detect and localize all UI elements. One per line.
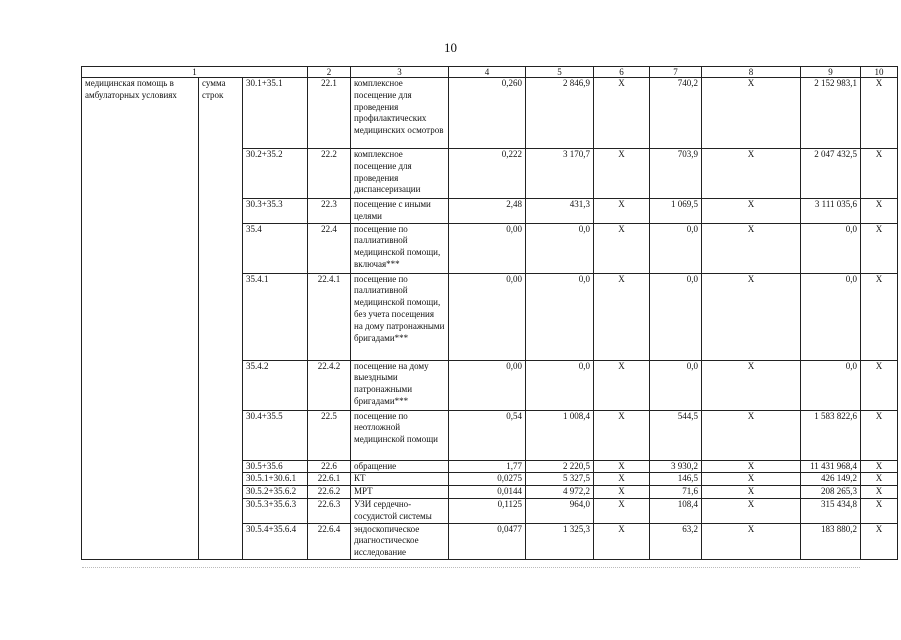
row-col4-cell: 2,48 xyxy=(449,199,526,224)
row-col5-cell: 0,0 xyxy=(526,273,594,360)
row-col5-cell: 0,0 xyxy=(526,360,594,410)
row-col6-cell: Х xyxy=(594,410,650,460)
row-col9-cell: 1 583 822,6 xyxy=(801,410,861,460)
row-codes-cell: 30.1+35.1 xyxy=(243,78,308,149)
row-col8-cell: Х xyxy=(702,223,801,273)
row-col5-cell: 4 972,2 xyxy=(526,486,594,499)
header-col-1: 1 xyxy=(82,67,308,78)
row-name-cell: посещение на дому выездными патронажными бригадами*** xyxy=(351,360,449,410)
row-col6-cell: Х xyxy=(594,78,650,149)
row-line-number-cell: 22.5 xyxy=(308,410,351,460)
row-col7-cell: 0,0 xyxy=(650,273,702,360)
row-col6-cell: Х xyxy=(594,473,650,486)
row-col7-cell: 0,0 xyxy=(650,223,702,273)
row-col6-cell: Х xyxy=(594,149,650,199)
row-col4-cell: 0,00 xyxy=(449,223,526,273)
row-line-number-cell: 22.3 xyxy=(308,199,351,224)
row-col4-cell: 0,00 xyxy=(449,273,526,360)
row-col7-cell: 1 069,5 xyxy=(650,199,702,224)
row-col5-cell: 431,3 xyxy=(526,199,594,224)
row-col7-cell: 71,6 xyxy=(650,486,702,499)
header-col-6: 6 xyxy=(594,67,650,78)
row-line-number-cell: 22.6 xyxy=(308,460,351,473)
row-line-number-cell: 22.4 xyxy=(308,223,351,273)
row-col8-cell: Х xyxy=(702,360,801,410)
row-col9-cell: 0,0 xyxy=(801,360,861,410)
unit-label: сумма строк xyxy=(199,78,243,560)
row-name-cell: комплексное посещение для проведения диспансеризации xyxy=(351,149,449,199)
header-col-5: 5 xyxy=(526,67,594,78)
header-col-3: 3 xyxy=(351,67,449,78)
row-col5-cell: 1 008,4 xyxy=(526,410,594,460)
row-col6-cell: Х xyxy=(594,498,650,523)
row-col6-cell: Х xyxy=(594,273,650,360)
row-col9-cell: 11 431 968,4 xyxy=(801,460,861,473)
row-col9-cell: 0,0 xyxy=(801,273,861,360)
row-name-cell: посещение по паллиативной медицинской помощи, без учета посещения на дому патронажными бригадами*** xyxy=(351,273,449,360)
row-col5-cell: 2 846,9 xyxy=(526,78,594,149)
header-col-4: 4 xyxy=(449,67,526,78)
row-col4-cell: 0,222 xyxy=(449,149,526,199)
row-col9-cell: 2 047 432,5 xyxy=(801,149,861,199)
row-col5-cell: 964,0 xyxy=(526,498,594,523)
row-col9-cell: 3 111 035,6 xyxy=(801,199,861,224)
row-col5-cell: 5 327,5 xyxy=(526,473,594,486)
row-col4-cell: 0,0275 xyxy=(449,473,526,486)
row-col5-cell: 2 220,5 xyxy=(526,460,594,473)
row-codes-cell: 30.5.4+35.6.4 xyxy=(243,523,308,559)
row-col10-cell: Х xyxy=(861,486,898,499)
row-col8-cell: Х xyxy=(702,199,801,224)
row-codes-cell: 30.2+35.2 xyxy=(243,149,308,199)
row-name-cell: КТ xyxy=(351,473,449,486)
row-col9-cell: 0,0 xyxy=(801,223,861,273)
row-name-cell: комплексное посещение для проведения профилактических медицинских осмотров xyxy=(351,78,449,149)
row-line-number-cell: 22.2 xyxy=(308,149,351,199)
row-col6-cell: Х xyxy=(594,523,650,559)
row-line-number-cell: 22.6.1 xyxy=(308,473,351,486)
row-col8-cell: Х xyxy=(702,149,801,199)
row-col10-cell: Х xyxy=(861,360,898,410)
row-name-cell: посещение с иными целями xyxy=(351,199,449,224)
header-col-2: 2 xyxy=(308,67,351,78)
header-number-row xyxy=(82,67,898,78)
row-col10-cell: Х xyxy=(861,223,898,273)
row-col8-cell: Х xyxy=(702,486,801,499)
row-col8-cell: Х xyxy=(702,498,801,523)
row-line-number-cell: 22.6.3 xyxy=(308,498,351,523)
row-codes-cell: 30.5.3+35.6.3 xyxy=(243,498,308,523)
row-col10-cell: Х xyxy=(861,523,898,559)
row-col6-cell: Х xyxy=(594,223,650,273)
row-line-number-cell: 22.4.2 xyxy=(308,360,351,410)
row-line-number-cell: 22.4.1 xyxy=(308,273,351,360)
row-col5-cell: 0,0 xyxy=(526,223,594,273)
row-col9-cell: 2 152 983,1 xyxy=(801,78,861,149)
row-col4-cell: 0,1125 xyxy=(449,498,526,523)
row-codes-cell: 30.5.2+35.6.2 xyxy=(243,486,308,499)
row-codes-cell: 35.4 xyxy=(243,223,308,273)
row-name-cell: МРТ xyxy=(351,486,449,499)
row-codes-cell: 30.5.1+30.6.1 xyxy=(243,473,308,486)
row-col10-cell: Х xyxy=(861,199,898,224)
page-number: 10 xyxy=(444,40,457,55)
row-col8-cell: Х xyxy=(702,460,801,473)
row-col9-cell: 208 265,3 xyxy=(801,486,861,499)
row-col5-cell: 1 325,3 xyxy=(526,523,594,559)
row-line-number-cell: 22.6.2 xyxy=(308,486,351,499)
row-col4-cell: 0,0477 xyxy=(449,523,526,559)
row-col10-cell: Х xyxy=(861,149,898,199)
row-col9-cell: 315 434,8 xyxy=(801,498,861,523)
row-line-number-cell: 22.1 xyxy=(308,78,351,149)
row-col4-cell: 1,77 xyxy=(449,460,526,473)
row-col7-cell: 146,5 xyxy=(650,473,702,486)
header-col-9: 9 xyxy=(801,67,861,78)
row-col10-cell: Х xyxy=(861,78,898,149)
row-codes-cell: 30.5+35.6 xyxy=(243,460,308,473)
row-codes-cell: 30.3+35.3 xyxy=(243,199,308,224)
row-col7-cell: 108,4 xyxy=(650,498,702,523)
row-col4-cell: 0,260 xyxy=(449,78,526,149)
row-col8-cell: Х xyxy=(702,78,801,149)
header-col-7: 7 xyxy=(650,67,702,78)
row-col6-cell: Х xyxy=(594,360,650,410)
page-bottom-rule xyxy=(82,567,860,568)
row-codes-cell: 30.4+35.5 xyxy=(243,410,308,460)
row-name-cell: посещение по паллиативной медицинской помощи, включая*** xyxy=(351,223,449,273)
header-col-8: 8 xyxy=(702,67,801,78)
row-col6-cell: Х xyxy=(594,460,650,473)
section-label: медицинская помощь в амбулаторных условиях xyxy=(82,78,199,560)
row-col9-cell: 183 880,2 xyxy=(801,523,861,559)
row-col6-cell: Х xyxy=(594,486,650,499)
row-col7-cell: 0,0 xyxy=(650,360,702,410)
row-col8-cell: Х xyxy=(702,473,801,486)
row-col8-cell: Х xyxy=(702,410,801,460)
row-col7-cell: 544,5 xyxy=(650,410,702,460)
row-codes-cell: 35.4.1 xyxy=(243,273,308,360)
row-codes-cell: 35.4.2 xyxy=(243,360,308,410)
table-body xyxy=(82,67,898,560)
row-col4-cell: 0,00 xyxy=(449,360,526,410)
table-row xyxy=(82,78,898,149)
row-name-cell: обращение xyxy=(351,460,449,473)
row-col10-cell: Х xyxy=(861,473,898,486)
row-col10-cell: Х xyxy=(861,410,898,460)
row-col10-cell: Х xyxy=(861,273,898,360)
row-col8-cell: Х xyxy=(702,523,801,559)
row-col4-cell: 0,0144 xyxy=(449,486,526,499)
row-col7-cell: 3 930,2 xyxy=(650,460,702,473)
row-name-cell: эндоскопическое диагностическое исследование xyxy=(351,523,449,559)
header-col-10: 10 xyxy=(861,67,898,78)
row-col8-cell: Х xyxy=(702,273,801,360)
row-col7-cell: 740,2 xyxy=(650,78,702,149)
row-col9-cell: 426 149,2 xyxy=(801,473,861,486)
row-name-cell: УЗИ сердечно-сосудистой системы xyxy=(351,498,449,523)
row-col6-cell: Х xyxy=(594,199,650,224)
row-line-number-cell: 22.6.4 xyxy=(308,523,351,559)
row-col4-cell: 0,54 xyxy=(449,410,526,460)
row-col10-cell: Х xyxy=(861,460,898,473)
row-col5-cell: 3 170,7 xyxy=(526,149,594,199)
row-col7-cell: 63,2 xyxy=(650,523,702,559)
row-col7-cell: 703,9 xyxy=(650,149,702,199)
tariff-table xyxy=(81,66,898,560)
row-col10-cell: Х xyxy=(861,498,898,523)
row-name-cell: посещение по неотложной медицинской помощи xyxy=(351,410,449,460)
